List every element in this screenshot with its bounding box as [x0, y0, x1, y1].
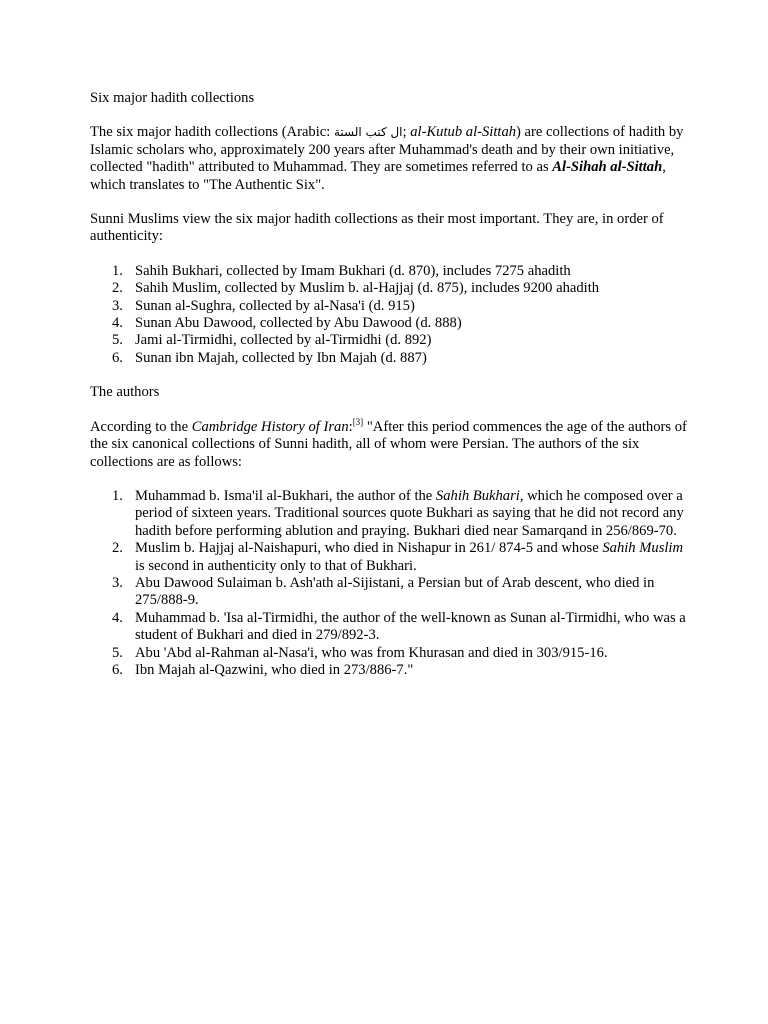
list-item: 6. Ibn Majah al-Qazwini, who died in 273/886-7." [112, 661, 414, 678]
intro-middle: ) are collections of hadith by Islamic scholars who, approximately 200 years after Muhammad's death and by their own initiative, collected "hadith" attributed to Muhammad. They are sometimes referred to as [90, 124, 684, 176]
author-text [135, 488, 684, 539]
sunni-paragraph: Sunni Muslims view the six major hadith collections as their most important. They are, in order of authenticity: [90, 211, 664, 245]
list-item: 5. Abu 'Abd al-Rahman al-Nasa'i, who was from Khurasan and died in 303/915-16. [112, 644, 608, 661]
author-text-part: is second in authenticity only to that of Bukhari. [135, 557, 417, 574]
authors-list [90, 488, 690, 679]
list-item-text: Sunan Abu Dawood, collected by Abu Dawood (d. 888) [135, 315, 462, 332]
list-item-text: Jami al-Tirmidhi, collected by al-Tirmidhi (d. 892) [135, 332, 432, 349]
list-item: 1. Muhammad b. Isma'il al-Bukhari, the author of the Sahih Bukhari, which he composed over a period of sixteen years. Traditional sources quote Bukhari as saying that he did not record any hadith before performing ablution and praying. Bukhari died near Samarqand in 256/869-70. [112, 487, 684, 539]
authors-prefix: According to the [90, 418, 192, 435]
list-item: 3. Abu Dawood Sulaiman b. Ash'ath al-Sijistani, a Persian but of Arab descent, who died in 275/888-9. [112, 574, 655, 609]
list-item: 1. Sahih Bukhari, collected by Imam Bukhari (d. 870), includes 7275 ahadith [112, 262, 571, 279]
list-item: 3. Sunan al-Sughra, collected by al-Nasa'i (d. 915) [112, 297, 415, 314]
document-title: Six major hadith collections [90, 90, 255, 106]
list-item: 2. Muslim b. Hajjaj al-Naishapuri, who died in Nishapur in 261/ 874-5 and whose Sahih Muslim is second in authenticity only to that of Bukhari. [112, 540, 684, 574]
arabic-title: ال كتب الستة [333, 125, 403, 140]
author-text: Abu Dawood Sulaiman b. Ash'ath al-Sijistani, a Persian but of Arab descent, who died in 275/888-9. [135, 574, 655, 609]
author-work-title: Sahih Muslim [602, 540, 684, 557]
list-item-text: Sahih Bukhari, collected by Imam Bukhari (d. 870), includes 7275 ahadith [135, 262, 571, 279]
collections-list [90, 263, 690, 367]
author-text-part: Muhammad b. Isma'il al-Bukhari, the author of the [135, 487, 436, 504]
authors-text: "After this period commences the age of the authors of the six canonical collections of Sunni hadith, all of whom were Persian. The authors of the six collections are as follows: [90, 418, 687, 470]
list-item: 4. Sunan Abu Dawood, collected by Abu Dawood (d. 888) [112, 315, 462, 332]
intro-separator: ; [402, 124, 411, 141]
transliteration: al-Kutub al-Sittah [410, 124, 517, 141]
reference-link[interactable]: [3] [352, 416, 364, 427]
intro-prefix: The six major hadith collections (Arabic: [90, 124, 334, 141]
list-item: 2. Sahih Muslim, collected by Muslim b. al-Hajjaj (d. 875), includes 9200 ahadith [112, 280, 600, 297]
author-text: Ibn Majah al-Qazwini, who died in 273/886-7." [135, 661, 414, 678]
authors-heading: The authors [90, 384, 160, 401]
author-text-part: , which he composed over a period of sixteen years. Traditional sources quote Bukhari as saying that he did not record any hadith before performing ablution and praying. Bukhari died near Samarqand in 256/869-70. [135, 487, 684, 539]
intro-suffix: , which translates to "The Authentic Six". [90, 159, 666, 193]
author-text: Abu 'Abd al-Rahman al-Nasa'i, who was from Khurasan and died in 303/915-16. [135, 644, 608, 661]
list-item: 4. Muhammad b. 'Isa al-Tirmidhi, the author of the well-known as Sunan al-Tirmidhi, who was a student of Bukhari and died in 279/892-3. [112, 609, 686, 644]
author-text [135, 540, 683, 573]
author-text-part: Muslim b. Hajjaj al-Naishapuri, who died in Nishapur in 261/ 874-5 and whose [135, 540, 603, 557]
authors-paragraph [90, 416, 690, 471]
author-text: Muhammad b. 'Isa al-Tirmidhi, the author of the well-known as Sunan al-Tirmidhi, who was a student of Bukhari and died in 279/892-3. [135, 609, 686, 644]
bold-term: Al-Sihah al-Sittah [552, 159, 663, 176]
list-item-text: Sahih Muslim, collected by Muslim b. al-Hajjaj (d. 875), includes 9200 ahadith [135, 280, 600, 297]
list-item: 6. Sunan ibn Majah, collected by Ibn Majah (d. 887) [112, 349, 427, 366]
author-work-title: Sahih Bukhari [435, 487, 520, 504]
source-colon: : [348, 418, 353, 435]
source-title: Cambridge History of Iran [191, 418, 349, 435]
document-body [90, 90, 690, 696]
intro-paragraph [90, 124, 690, 194]
list-item: 5. Jami al-Tirmidhi, collected by al-Tirmidhi (d. 892) [112, 332, 432, 349]
list-item-text: Sunan ibn Majah, collected by Ibn Majah (d. 887) [135, 349, 427, 366]
list-item-text: Sunan al-Sughra, collected by al-Nasa'i (d. 915) [135, 297, 415, 314]
